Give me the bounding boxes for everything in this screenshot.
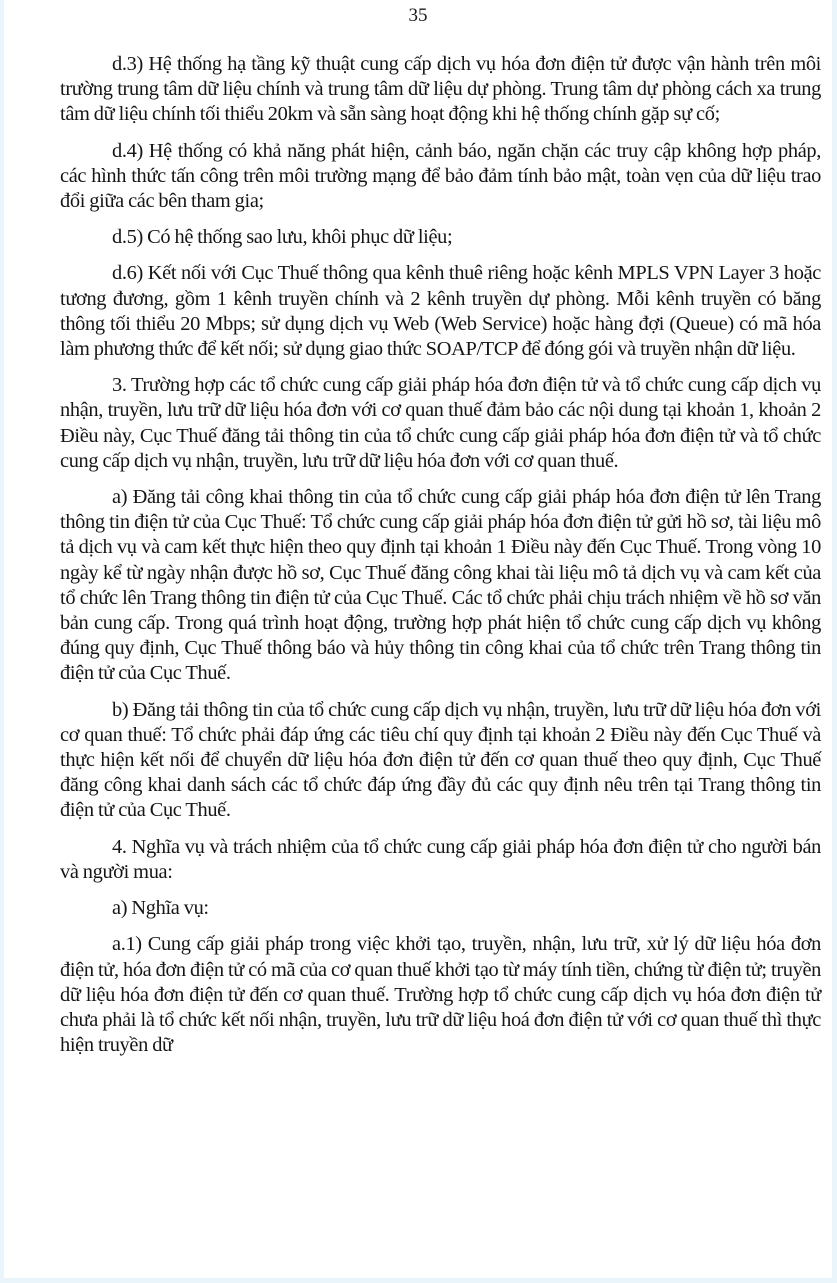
- paragraph-d6: d.6) Kết nối với Cục Thuế thông qua kênh thuê riêng hoặc kênh MPLS VPN Layer 3 hoặc tương đương, gồm 1 kênh truyền chính và 2 kênh truyền dự phòng. Mỗi kênh truyền có băng thông tối thiểu 20 Mbps; sử dụng dịch vụ Web (Web Service) hoặc hàng đợi (Queue) có mã hóa làm phương thức để kết nối; sử dụng giao thức SOAP/TCP để đóng gói và truyền nhận dữ liệu.: [60, 262, 821, 361]
- paragraph-d5: d.5) Có hệ thống sao lưu, khôi phục dữ liệu;: [112, 226, 453, 249]
- paragraph-3b: b) Đăng tải thông tin của tổ chức cung cấp dịch vụ nhận, truyền, lưu trữ dữ liệu hóa đơn với cơ quan thuế: Tổ chức phải đáp ứng các tiêu chí quy định tại khoản 2 Điều này đến Cục Thuế và thực hiện kết nối để chuyển dữ liệu hóa đơn điện tử đến cơ quan thuế theo quy định, Cục Thuế đăng công khai danh sách các tổ chức đáp ứng đầy đủ các quy định nêu trên tại Trang thông tin điện tử của Cục Thuế.: [60, 698, 821, 822]
- document-page: [4, 0, 832, 1278]
- paragraph-3a: a) Đăng tải công khai thông tin của tổ chức cung cấp giải pháp hóa đơn điện tử lên Trang thông tin điện tử của Cục Thuế: Tổ chức cung cấp giải pháp hóa đơn điện tử gửi hồ sơ, tài liệu mô tả dịch vụ và cam kết thực hiện theo quy định tại khoản 1 Điều này đến Cục Thuế. Trong vòng 10 ngày kể từ ngày nhận được hồ sơ, Cục Thuế đăng công khai tài liệu mô tả dịch vụ và cam kết của tổ chức lên Trang thông tin điện tử của Cục Thuế. Các tổ chức phải chịu trách nhiệm về hồ sơ văn bản cung cấp. Trong quá trình hoạt động, trường hợp phát hiện tổ chức cung cấp dịch vụ không đúng quy định, Cục Thuế thông báo và hủy thông tin công khai của tổ chức trên Trang thông tin điện tử của Cục Thuế.: [60, 486, 821, 685]
- paragraph-4a1: a.1) Cung cấp giải pháp trong việc khởi tạo, truyền, nhận, lưu trữ, xử lý dữ liệu hóa đơn điện tử, hóa đơn điện tử có mã của cơ quan thuế khởi tạo từ máy tính tiền, chứng từ điện tử; truyền dữ liệu hóa đơn điện tử đến cơ quan thuế. Trường hợp tổ chức cung cấp dịch vụ hóa đơn điện tử chưa phải là tổ chức kết nối nhận, truyền, lưu trữ dữ liệu hoá đơn điện tử với cơ quan thuế thì thực hiện truyền dữ: [60, 933, 821, 1057]
- paragraph-d4: d.4) Hệ thống có khả năng phát hiện, cảnh báo, ngăn chặn các truy cập không hợp pháp, các hình thức tấn công trên môi trường mạng để bảo đảm tính bảo mật, toàn vẹn của dữ liệu trao đổi giữa các bên tham gia;: [60, 139, 821, 213]
- paragraph-4a-heading: a) Nghĩa vụ:: [112, 897, 209, 920]
- page-number: 35: [408, 5, 428, 26]
- paragraph-clause-4: 4. Nghĩa vụ và trách nhiệm của tổ chức cung cấp giải pháp hóa đơn điện tử cho người bán và người mua:: [60, 835, 821, 883]
- paragraph-clause-3: 3. Trường hợp các tổ chức cung cấp giải pháp hóa đơn điện tử và tổ chức cung cấp dịch vụ nhận, truyền, lưu trữ dữ liệu hóa đơn với cơ quan thuế đảm bảo các nội dung tại khoản 1, khoản 2 Điều này, Cục Thuế đăng tải thông tin của tổ chức cung cấp giải pháp hóa đơn điện tử và tổ chức cung cấp dịch vụ nhận, truyền, lưu trữ dữ liệu hóa đơn với cơ quan thuế.: [60, 374, 821, 472]
- paragraph-d3: d.3) Hệ thống hạ tầng kỹ thuật cung cấp dịch vụ hóa đơn điện tử được vận hành trên môi trường trung tâm dữ liệu chính và trung tâm dữ liệu dự phòng. Trung tâm dự phòng cách xa trung tâm dữ liệu chính tối thiểu 20km và sẵn sàng hoạt động khi hệ thống chính gặp sự cố;: [60, 53, 821, 126]
- document-body: [60, 52, 821, 1069]
